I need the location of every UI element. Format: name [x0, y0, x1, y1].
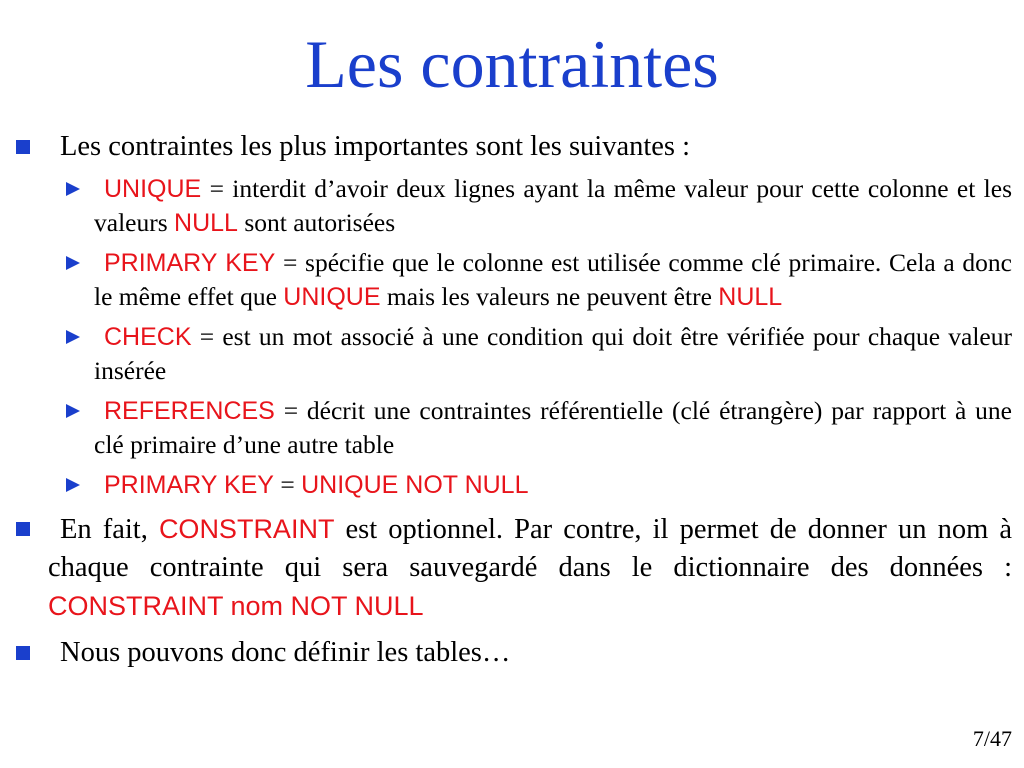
triangle-bullet-icon: [66, 330, 80, 344]
square-bullet-icon: [16, 646, 30, 660]
bullet-text: sont autorisées: [237, 208, 396, 237]
slide-title: Les contraintes: [305, 26, 719, 102]
bullet-text: Les contraintes les plus importantes sont les suivantes :: [60, 131, 691, 162]
bullet-text: = est un mot associé à une condition qui doit être vérifiée pour chaque valeur insérée: [94, 322, 1012, 385]
keyword: UNIQUE: [104, 175, 202, 203]
keyword: REFERENCES: [104, 397, 275, 425]
slide-content: [0, 128, 1024, 672]
keyword: UNIQUE: [283, 283, 381, 311]
bullet-text: En fait,: [60, 514, 159, 545]
square-bullet-icon: [16, 140, 30, 154]
bullet-text: = interdit d’avoir deux lignes ayant la même valeur pour cette colonne et les valeurs: [94, 174, 1012, 237]
bullet-text: mais les valeurs ne peuvent être: [380, 282, 719, 311]
square-bullet-icon: [16, 522, 30, 536]
keyword: PRIMARY KEY: [104, 471, 274, 499]
bullet-text: = spécifie que le colonne est utilisée comme clé primaire. Cela a donc le même effet que: [94, 248, 1012, 311]
bullet-text: est optionnel. Par contre, il permet de donner un nom à chaque contrainte qui sera sauvegardé dans le dictionnaire des données :: [48, 514, 1012, 583]
triangle-bullet-icon: [66, 404, 80, 418]
sub-bullet-primary-key: [94, 246, 1012, 314]
triangle-bullet-icon: [66, 478, 80, 492]
sub-bullet-primary-key-equiv: [94, 468, 1012, 502]
keyword: CONSTRAINT: [158, 514, 335, 544]
sub-bullet-references: [94, 394, 1012, 462]
bullet-intro: [48, 128, 1012, 166]
keyword: NULL: [174, 209, 238, 237]
sub-bullet-unique: [94, 172, 1012, 240]
keyword: CONSTRAINT nom NOT NULL: [48, 591, 424, 621]
keyword: UNIQUE NOT NULL: [301, 471, 529, 499]
keyword: NULL: [718, 283, 783, 311]
bullet-constraint: [48, 510, 1012, 626]
bullet-text: = décrit une contraintes référentielle (clé étrangère) par rapport à une clé primaire d’une autre table: [94, 396, 1012, 459]
triangle-bullet-icon: [66, 182, 80, 196]
triangle-bullet-icon: [66, 256, 80, 270]
keyword: PRIMARY KEY: [104, 249, 276, 277]
keyword: CHECK: [104, 323, 192, 351]
page-number: 7/47: [972, 726, 1012, 751]
bullet-conclusion: [48, 634, 1012, 672]
bullet-text: =: [273, 470, 302, 499]
bullet-text: Nous pouvons donc définir les tables…: [60, 637, 511, 668]
sub-bullet-check: [94, 320, 1012, 388]
